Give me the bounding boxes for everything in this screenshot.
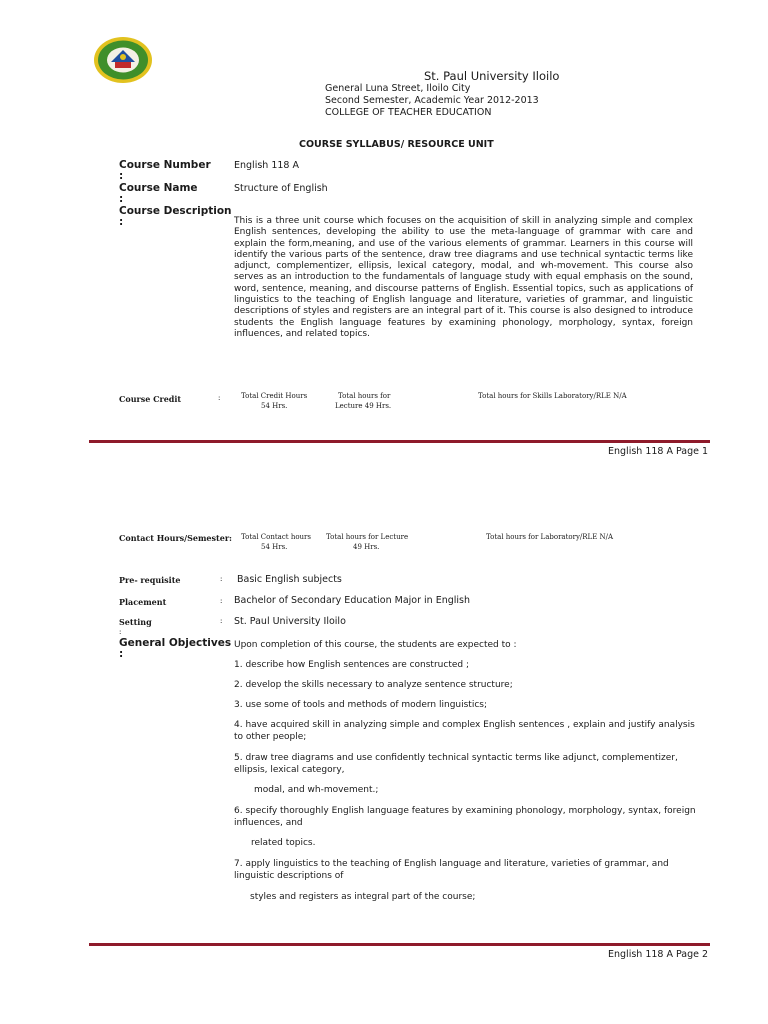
placement-label: Placement (119, 597, 167, 607)
objective-item: 1. describe how English sentences are constructed ; (234, 660, 469, 670)
setting-colon: : (119, 628, 122, 636)
credit-lecture-value: Lecture 49 Hrs. (335, 402, 392, 410)
course-description-colon: : (119, 216, 124, 228)
university-address: General Luna Street, Iloilo City (325, 83, 471, 94)
credit-lecture-label: Total hours for (338, 392, 391, 400)
setting-label: Setting (119, 617, 152, 627)
objective-item: 2. develop the skills necessary to analyze sentence structure; (234, 680, 513, 690)
course-number-colon: : (119, 170, 124, 182)
page-divider (89, 440, 710, 443)
college-name: COLLEGE OF TEACHER EDUCATION (325, 107, 492, 118)
course-credit-label: Course Credit (119, 394, 182, 404)
course-name-value: Structure of English (234, 183, 328, 194)
objective-item: 6. specify thoroughly English language features by examining phonology, morphology, syntax, foreign influences, and (234, 806, 696, 828)
prerequisite-label: Pre- requisite (119, 575, 181, 585)
course-number-label: Course Number (119, 159, 211, 171)
course-name-label: Course Name (119, 182, 198, 194)
contact-total-value: 54 Hrs. (261, 543, 288, 551)
page-divider (89, 943, 710, 946)
objectives-intro: Upon completion of this course, the students are expected to : (234, 640, 517, 650)
setting-value: St. Paul University Iloilo (234, 616, 346, 627)
objective-item: 4. have acquired skill in analyzing simple and complex English sentences , explain and justify analysis to other people; (234, 720, 695, 742)
contact-lecture-value: 49 Hrs. (353, 543, 380, 551)
course-number-value: English 118 A (234, 160, 299, 171)
general-objectives-colon: : (119, 648, 124, 660)
course-description-label: Course Description (119, 205, 232, 217)
contact-hours-label: Contact Hours/Semester: (119, 533, 232, 543)
placement-colon: : (220, 597, 223, 605)
contact-lecture-label: Total hours for Lecture (326, 533, 409, 541)
course-credit-colon: : (218, 394, 221, 402)
contact-total-label: Total Contact hours (241, 533, 311, 541)
prerequisite-value: Basic English subjects (237, 574, 342, 585)
objective-item-continued: styles and registers as integral part of the course; (250, 892, 476, 902)
objective-item-continued: modal, and wh-movement.; (254, 785, 379, 795)
page-footer: English 118 A Page 1 (608, 446, 709, 457)
course-description-text: This is a three unit course which focuses on the acquisition of skill in analyzing simple and complex English sentences, developing the ability to use the meta-language of grammar with care and explain the form,meaning, and use of the various elements of grammar. Learners in this course will identify the various parts of the sentence, draw tree diagrams and use technical syntactic terms like adjunct, complementizer, ellipsis, lexical category, modal, and wh-movement. This course also serves as an introduction to the fundamentals of language study with equal emphasis on the sound, word, sentence, meaning, and discourse patterns of English. Essential topics, such as applications of linguistics to the teaching of English language and literature, varieties of grammar, and linguistic descriptions of styles and registers are an integral part of it. This course is also designed to introduce students the English language features by examining phonology, morphology, syntax, foreign influences, and related topics. (234, 216, 693, 339)
prerequisite-colon: : (220, 575, 223, 583)
credit-total-hours-value: 54 Hrs. (261, 402, 288, 410)
objective-item: 3. use some of tools and methods of modern linguistics; (234, 700, 488, 710)
credit-lab-hours: Total hours for Skills Laboratory/RLE N/A (478, 392, 627, 400)
setting-colon-inline: : (220, 617, 223, 625)
placement-value: Bachelor of Secondary Education Major in English (234, 595, 471, 606)
objective-item: 5. draw tree diagrams and use confidently technical syntactic terms like adjunct, complementizer, ellipsis, lexical category, (234, 753, 678, 775)
general-objectives-label: General Objectives (119, 637, 232, 649)
semester-line: Second Semester, Academic Year 2012-2013 (325, 95, 539, 106)
document-title: COURSE SYLLABUS/ RESOURCE UNIT (299, 139, 494, 150)
university-name: St. Paul University Iloilo (424, 69, 560, 83)
course-name-colon: : (119, 193, 124, 205)
credit-total-hours-label: Total Credit Hours (241, 392, 308, 400)
university-seal (93, 36, 153, 84)
objective-item: 7. apply linguistics to the teaching of English language and literature, varieties of grammar, and linguistic descriptions of (234, 859, 669, 881)
contact-lab-hours: Total hours for Laboratory/RLE N/A (486, 533, 614, 541)
objective-item-continued: related topics. (251, 838, 316, 848)
page-footer: English 118 A Page 2 (608, 949, 709, 960)
